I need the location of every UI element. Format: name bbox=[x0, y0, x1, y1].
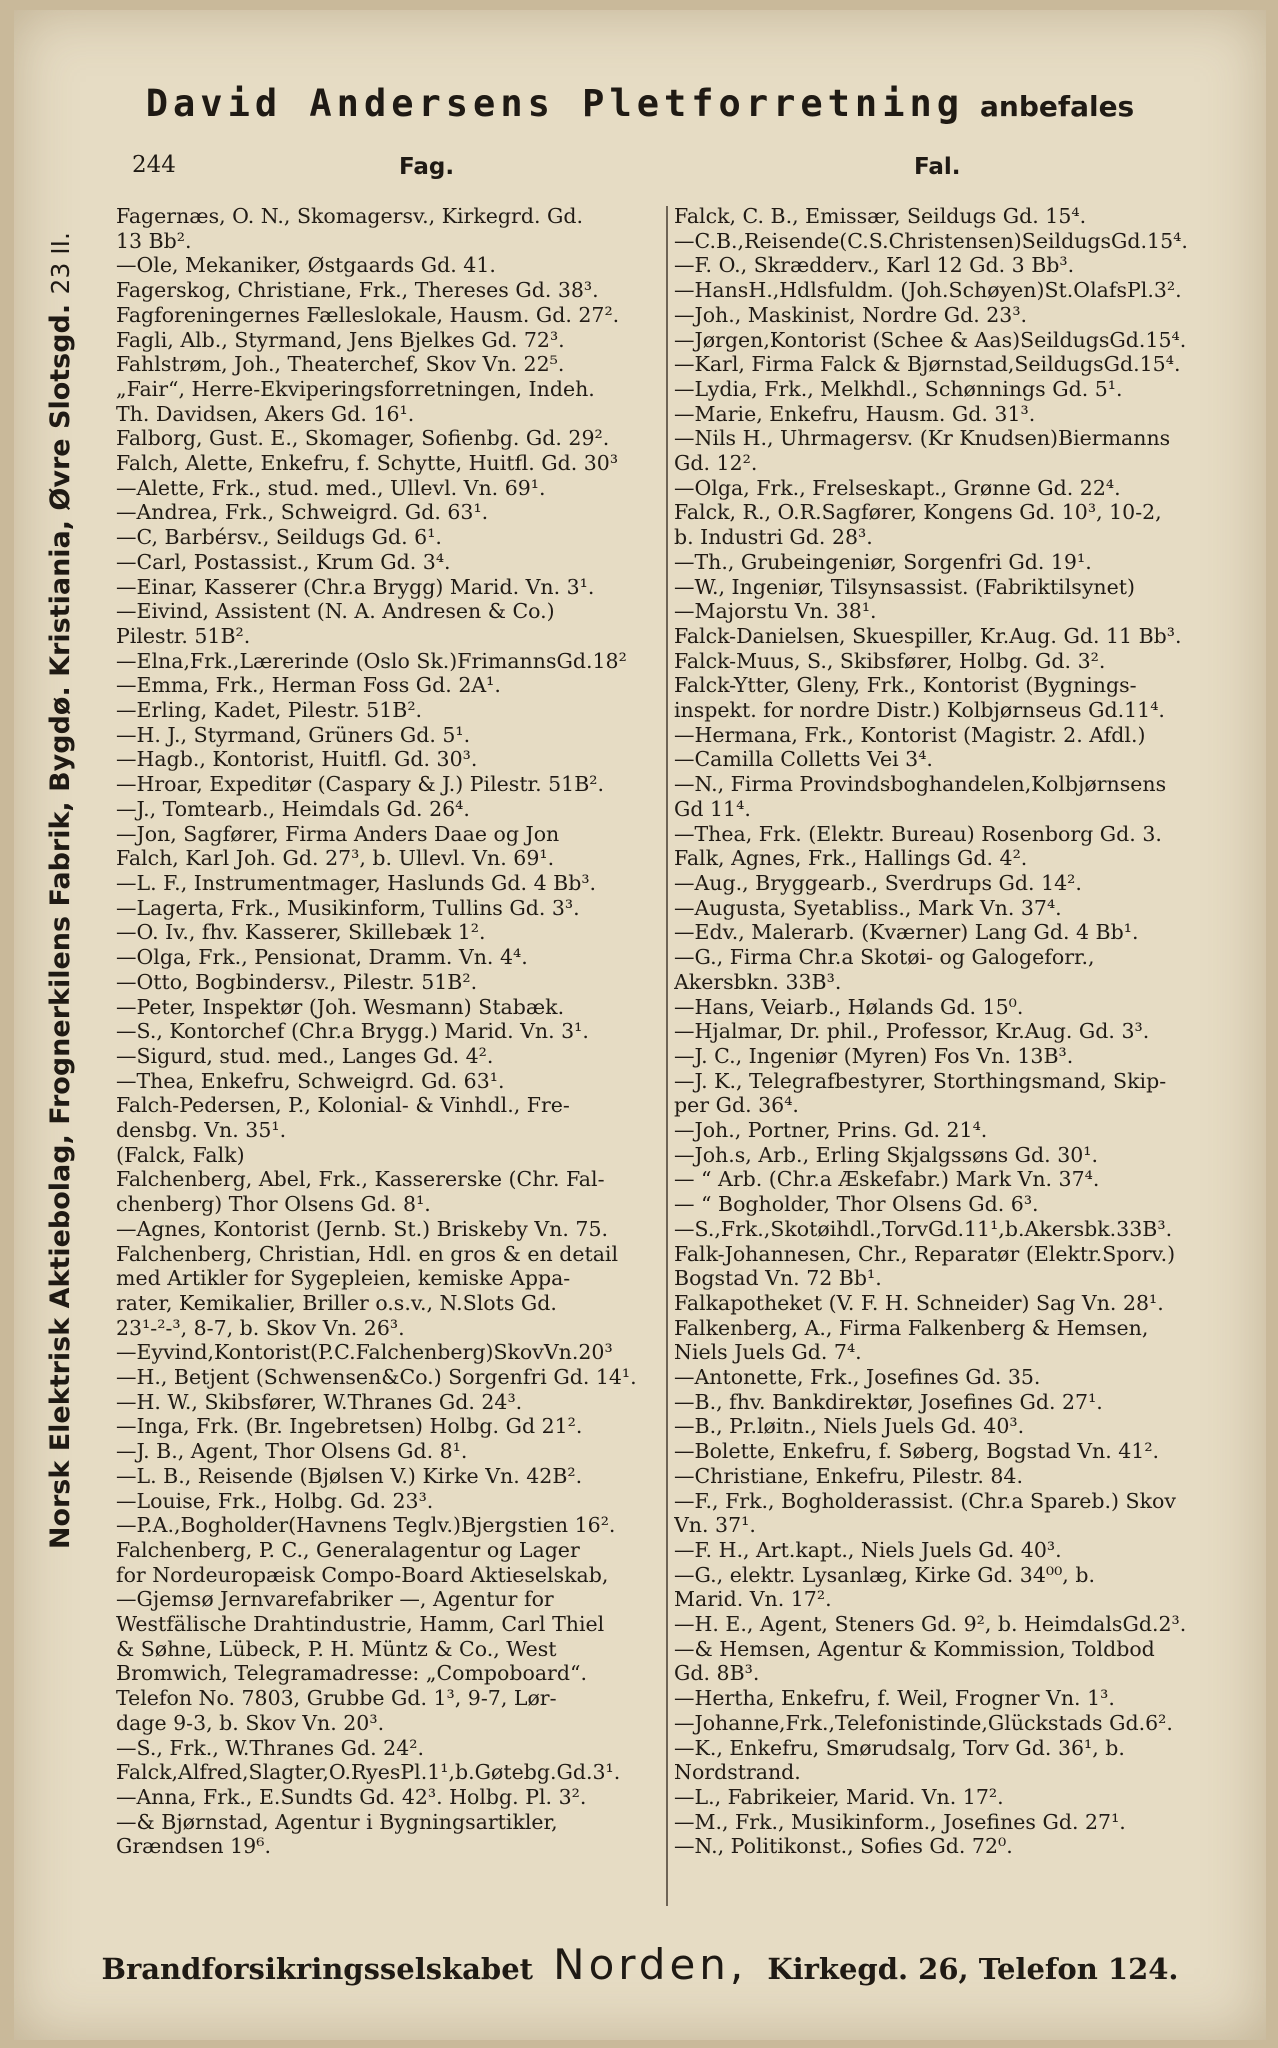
directory-entry-line: chenberg) Thor Olsens Gd. 8¹. bbox=[116, 1192, 431, 1217]
directory-entry-line: Falch, Alette, Enkefru, f. Schytte, Huitfl. Gd. 30³ bbox=[116, 451, 619, 476]
directory-entry-line: —C, Barbérsv., Seildugs Gd. 6¹. bbox=[116, 525, 442, 550]
banner-ad bbox=[14, 82, 1266, 125]
directory-entry-line: „Fair“, Herre-Ekviperingsforretningen, Indeh. bbox=[116, 376, 595, 401]
directory-entry-line: Falk-Johannesen, Chr., Reparatør (Elektr.Sporv.) bbox=[674, 1241, 1176, 1266]
footer-pre: Brandforsikringsselskabet bbox=[101, 1952, 534, 1986]
directory-entry-line: —B., Pr.løitn., Niels Juels Gd. 40³. bbox=[674, 1414, 1025, 1439]
directory-entry-line: —J., Tomtearb., Heimdals Gd. 26⁴. bbox=[116, 796, 470, 821]
directory-entry-line: —Hertha, Enkefru, f. Weil, Frogner Vn. 1³. bbox=[674, 1686, 1115, 1711]
right-column-header: Fal. bbox=[914, 154, 961, 180]
directory-entry-line: —Carl, Postassist., Krum Gd. 3⁴. bbox=[116, 549, 451, 574]
directory-entry-line: —Sigurd, stud. med., Langes Gd. 4². bbox=[116, 1043, 494, 1068]
directory-entry-line: Falck,Alfred,Slagter,O.RyesPl.1¹,b.Gøtebg.Gd.3¹. bbox=[116, 1760, 621, 1785]
directory-entry-line: —Erling, Kadet, Pilestr. 51B². bbox=[116, 698, 423, 723]
directory-entry-line: Vn. 37¹. bbox=[674, 1513, 756, 1538]
footer-ad bbox=[14, 1940, 1266, 1989]
directory-entry-line: —Majorstu Vn. 38¹. bbox=[674, 599, 877, 624]
directory-entry-line: Falch, Karl Joh. Gd. 27³, b. Ullevl. Vn. 69¹. bbox=[116, 846, 555, 871]
directory-entry-line: —Bolette, Enkefru, f. Søberg, Bogstad Vn. 41². bbox=[674, 1439, 1160, 1464]
footer-name: Norden, bbox=[553, 1940, 748, 1989]
directory-entry-line: Bogstad Vn. 72 Bb¹. bbox=[674, 1266, 882, 1291]
directory-entry-line: —F., Frk., Bogholderassist. (Chr.a Spareb.) Skov bbox=[674, 1488, 1176, 1513]
directory-entry-line: —Johanne,Frk.,Telefonistinde,Glückstads Gd.6². bbox=[674, 1710, 1173, 1735]
directory-entry-line: —S.,Frk.,Skotøihdl.,TorvGd.11¹,b.Akersbk.33B³. bbox=[674, 1216, 1173, 1241]
directory-entry-line: —F. H., Art.kapt., Niels Juels Gd. 40³. bbox=[674, 1537, 1062, 1562]
right-column bbox=[674, 204, 1226, 1859]
directory-entry-line: Th. Davidsen, Akers Gd. 16¹. bbox=[116, 401, 415, 426]
directory-entry-line: b. Industri Gd. 28³. bbox=[674, 525, 873, 550]
directory-entry-line: densbg. Vn. 35¹. bbox=[116, 1118, 287, 1143]
directory-entry-line: —Peter, Inspektør (Joh. Wesmann) Stabæk. bbox=[116, 994, 565, 1019]
directory-entry-line: —N., Firma Provindsboghandelen,Kolbjørnsens bbox=[674, 772, 1167, 797]
directory-entry-line: Falchenberg, Christian, Hdl. en gros & en detail bbox=[116, 1241, 619, 1266]
directory-entry-line: Pilestr. 51B². bbox=[116, 623, 251, 648]
directory-entry-line: Falck, R., O.R.Sagfører, Kongens Gd. 10³, 10-2, bbox=[674, 500, 1162, 525]
directory-entry-line: Falch-Pedersen, P., Kolonial- & Vinhdl., Fre- bbox=[116, 1093, 570, 1118]
directory-entry-line: Grændsen 19⁶. bbox=[116, 1834, 271, 1859]
directory-entry-line: —Joh., Maskinist, Nordre Gd. 23³. bbox=[674, 302, 1028, 327]
directory-entry-line: —Einar, Kasserer (Chr.a Brygg) Marid. Vn. 3¹. bbox=[116, 574, 595, 599]
directory-entry-line: —S., Kontorchef (Chr.a Brygg.) Marid. Vn. 3¹. bbox=[116, 1019, 589, 1044]
directory-entry-line: —Olga, Frk., Pensionat, Dramm. Vn. 4⁴. bbox=[116, 945, 528, 970]
directory-entry-line: for Nordeuropæisk Compo-Board Aktieselskab, bbox=[116, 1562, 609, 1587]
directory-entry-line: Falchenberg, Abel, Frk., Kassererske (Chr. Fal- bbox=[116, 1167, 605, 1192]
directory-entry-line: — “ Arb. (Chr.a Æskefabr.) Mark Vn. 37⁴. bbox=[674, 1167, 1100, 1192]
directory-entry-line: Westfälische Drahtindustrie, Hamm, Carl Thiel bbox=[116, 1612, 605, 1637]
directory-entry-line: Niels Juels Gd. 7⁴. bbox=[674, 1340, 862, 1365]
directory-entry-line: —J. K., Telegrafbestyrer, Storthingsmand, Skip- bbox=[674, 1068, 1167, 1093]
directory-entry-line: —Jon, Sagfører, Firma Anders Daae og Jon bbox=[116, 821, 560, 846]
directory-entry-line: —Olga, Frk., Frelseskapt., Grønne Gd. 22⁴. bbox=[674, 475, 1121, 500]
directory-entry-line: —H. E., Agent, Steners Gd. 9², b. HeimdalsGd.2³. bbox=[674, 1612, 1187, 1637]
directory-entry-line: —Augusta, Syetabliss., Mark Vn. 37⁴. bbox=[674, 895, 1062, 920]
directory-entry-line: —Antonette, Frk., Josefines Gd. 35. bbox=[674, 1365, 1041, 1390]
directory-entry-line: —Ole, Mekaniker, Østgaards Gd. 41. bbox=[116, 253, 496, 278]
directory-entry-line: Gd. 8B³. bbox=[674, 1661, 760, 1686]
banner-main: David Andersens Pletforretning bbox=[145, 82, 965, 125]
directory-entry-line: —Andrea, Frk., Schweigrd. Gd. 63¹. bbox=[116, 500, 489, 525]
directory-entry-line: Falk, Agnes, Frk., Hallings Gd. 4². bbox=[674, 846, 1028, 871]
directory-entry-line: (Falck, Falk) bbox=[116, 1142, 245, 1167]
directory-entry-line: —Emma, Frk., Herman Foss Gd. 2A¹. bbox=[116, 673, 501, 698]
directory-page bbox=[14, 10, 1266, 2040]
directory-entry-line: Falck-Ytter, Gleny, Frk., Kontorist (Bygnings- bbox=[674, 673, 1137, 698]
directory-entry-line: —Hans, Veiarb., Hølands Gd. 15⁰. bbox=[674, 994, 1024, 1019]
directory-entry-line: —L., Fabrikeier, Marid. Vn. 17². bbox=[674, 1785, 1004, 1809]
side-ad-main: Norsk Elektrisk Aktiebolag, Frognerkilens Fabrik, Bygdø. Kristiania, Øvre Slotsgd. bbox=[45, 303, 76, 1550]
footer-post: Kirkegd. 26, Telefon 124. bbox=[767, 1952, 1179, 1986]
directory-entry-line: Marid. Vn. 17². bbox=[674, 1587, 832, 1612]
directory-entry-line: inspekt. for nordre Distr.) Kolbjørnseus Gd.11⁴. bbox=[674, 698, 1165, 723]
directory-entry-line: —Joh., Portner, Prins. Gd. 21⁴. bbox=[674, 1118, 988, 1143]
directory-entry-line: —Alette, Frk., stud. med., Ullevl. Vn. 69¹. bbox=[116, 475, 546, 500]
directory-entry-line: —Inga, Frk. (Br. Ingebretsen) Holbg. Gd 21². bbox=[116, 1414, 583, 1439]
directory-entry-line: Gd. 12². bbox=[674, 451, 758, 476]
directory-entry-line: & Søhne, Lübeck, P. H. Müntz & Co., West bbox=[116, 1636, 557, 1661]
directory-entry-line: Fagernæs, O. N., Skomagersv., Kirkegrd. Gd. bbox=[116, 204, 584, 228]
directory-entry-line: Falkapotheket (V. F. H. Schneider) Sag Vn. 28¹. bbox=[674, 1290, 1164, 1315]
directory-entry-line: —J. B., Agent, Thor Olsens Gd. 8¹. bbox=[116, 1439, 468, 1464]
directory-entry-line: —M., Frk., Musikinform., Josefines Gd. 27¹. bbox=[674, 1809, 1126, 1834]
directory-entry-line: Falck-Muus, S., Skibsfører, Holbg. Gd. 3². bbox=[674, 648, 1106, 673]
directory-entry-line: Bromwich, Telegramadresse: „Compoboard“. bbox=[116, 1661, 587, 1686]
directory-entry-line: —J. C., Ingeniør (Myren) Fos Vn. 13B³. bbox=[674, 1043, 1074, 1068]
left-column bbox=[116, 204, 662, 1859]
directory-entry-line: —S., Frk., W.Thranes Gd. 24². bbox=[116, 1735, 424, 1760]
directory-entry-line: —Thea, Frk. (Elektr. Bureau) Rosenborg Gd. 3. bbox=[674, 821, 1162, 846]
directory-entry-line: —K., Enkefru, Smørudsalg, Torv Gd. 36¹, b. bbox=[674, 1735, 1125, 1760]
left-column-header: Fag. bbox=[399, 154, 455, 180]
directory-entry-line: —Nils H., Uhrmagersv. (Kr Knudsen)Biermanns bbox=[674, 426, 1171, 451]
directory-entry-line: 13 Bb². bbox=[116, 228, 192, 253]
directory-entry-line: Fagerskog, Christiane, Frk., Thereses Gd. 38³. bbox=[116, 278, 599, 303]
directory-entry-line: —Hagb., Kontorist, Huitfl. Gd. 30³. bbox=[116, 747, 478, 772]
directory-entry-line: —Th., Grubeingeniør, Sorgenfri Gd. 19¹. bbox=[674, 549, 1092, 574]
directory-entry-line: —Marie, Enkefru, Hausm. Gd. 31³. bbox=[674, 401, 1036, 426]
directory-entry-line: — “ Bogholder, Thor Olsens Gd. 6³. bbox=[674, 1192, 1039, 1217]
directory-entry-line: per Gd. 36⁴. bbox=[674, 1093, 799, 1118]
directory-entry-line: Nordstrand. bbox=[674, 1760, 801, 1785]
directory-entry-line: 23¹-²-³, 8-7, b. Skov Vn. 26³. bbox=[116, 1315, 405, 1340]
directory-entry-line: Falborg, Gust. E., Skomager, Sofienbg. Gd. 29². bbox=[116, 426, 610, 451]
directory-entry-line: Gd 11⁴. bbox=[674, 796, 751, 821]
directory-entry-line: —Camilla Colletts Vei 3⁴. bbox=[674, 747, 933, 772]
directory-entry-line: Fahlstrøm, Joh., Theaterchef, Skov Vn. 22⁵. bbox=[116, 352, 565, 377]
directory-entry-line: —Gjemsø Jernvarefabriker —, Agentur for bbox=[116, 1587, 554, 1612]
directory-entry-line: —G., elektr. Lysanlæg, Kirke Gd. 34⁰⁰, b. bbox=[674, 1562, 1095, 1587]
directory-entry-line: Fagforeningernes Fælleslokale, Hausm. Gd. 27². bbox=[116, 302, 620, 327]
directory-entry-line: —G., Firma Chr.a Skotøi- og Galogeforr., bbox=[674, 945, 1095, 970]
directory-entry-line: med Artikler for Sygepleien, kemiske Appa- bbox=[116, 1266, 571, 1291]
directory-entry-line: —Anna, Frk., E.Sundts Gd. 42³. Holbg. Pl. 3². bbox=[116, 1785, 587, 1809]
directory-entry-line: —Agnes, Kontorist (Jernb. St.) Briskeby Vn. 75. bbox=[116, 1216, 609, 1241]
side-ad-small: 23 II. bbox=[46, 232, 75, 295]
directory-entry-line: —Christiane, Enkefru, Pilestr. 84. bbox=[674, 1463, 1023, 1488]
directory-entry-line: —Aug., Bryggearb., Sverdrups Gd. 14². bbox=[674, 870, 1082, 895]
directory-entry-line: Falkenberg, A., Firma Falkenberg & Hemsen, bbox=[674, 1315, 1149, 1340]
directory-entry-line: —C.B.,Reisende(C.S.Christensen)SeildugsGd.15⁴. bbox=[674, 228, 1188, 253]
directory-entry-line: —Eivind, Assistent (N. A. Andresen & Co.) bbox=[116, 599, 555, 624]
directory-entry-line: —Edv., Malerarb. (Kværner) Lang Gd. 4 Bb¹. bbox=[674, 920, 1139, 945]
directory-entry-line: —L. F., Instrumentmager, Haslunds Gd. 4 Bb³. bbox=[116, 870, 597, 895]
directory-entry-line: Akersbkn. 33B³. bbox=[674, 969, 842, 994]
directory-entry-line: —Louise, Frk., Holbg. Gd. 23³. bbox=[116, 1488, 434, 1513]
directory-entry-line: Falck-Danielsen, Skuespiller, Kr.Aug. Gd. 11 Bb³. bbox=[674, 623, 1182, 648]
directory-entry-line: —Elna,Frk.,Lærerinde (Oslo Sk.)FrimannsGd.18² bbox=[116, 648, 627, 673]
directory-entry-line: —Hermana, Frk., Kontorist (Magistr. 2. Afdl.) bbox=[674, 722, 1146, 747]
directory-entry-line: Falchenberg, P. C., Generalagentur og Lager bbox=[116, 1537, 580, 1562]
directory-entry-line: —Hroar, Expeditør (Caspary & J.) Pilestr. 51B². bbox=[116, 772, 605, 797]
directory-entry-line: —H., Betjent (Schwensen&Co.) Sorgenfri Gd. 14¹. bbox=[116, 1365, 637, 1390]
directory-entry-line: Telefon No. 7803, Grubbe Gd. 1³, 9-7, Lør- bbox=[116, 1686, 557, 1711]
column-divider bbox=[666, 206, 668, 1906]
directory-entry-line: Fagli, Alb., Styrmand, Jens Bjelkes Gd. 72³. bbox=[116, 327, 565, 352]
directory-entry-line: —N., Politikonst., Sofies Gd. 72⁰. bbox=[674, 1834, 1013, 1859]
banner-suffix: anbefales bbox=[980, 90, 1135, 123]
directory-entry-line: —H. J., Styrmand, Grüners Gd. 5¹. bbox=[116, 722, 471, 747]
directory-entry-line: —Hjalmar, Dr. phil., Professor, Kr.Aug. Gd. 3³. bbox=[674, 1019, 1150, 1044]
directory-entry-line: Falck, C. B., Emissær, Seildugs Gd. 15⁴. bbox=[674, 204, 1087, 228]
directory-entry-line: —Lagerta, Frk., Musikinform, Tullins Gd. 3³. bbox=[116, 895, 580, 920]
side-ad bbox=[34, 232, 88, 1772]
directory-entry-line: —Karl, Firma Falck & Bjørnstad,SeildugsGd.15⁴. bbox=[674, 352, 1181, 377]
directory-entry-line: —HansH.,Hdlsfuldm. (Joh.Schøyen)St.OlafsPl.3². bbox=[674, 278, 1182, 303]
directory-entry-line: —P.A.,Bogholder(Havnens Teglv.)Bjergstien 16². bbox=[116, 1513, 616, 1538]
directory-entry-line: —O. Iv., fhv. Kasserer, Skillebæk 1². bbox=[116, 920, 486, 945]
directory-entry-line: —Lydia, Frk., Melkhdl., Schønnings Gd. 5¹. bbox=[674, 376, 1123, 401]
directory-entry-line: —Thea, Enkefru, Schweigrd. Gd. 63¹. bbox=[116, 1068, 505, 1093]
directory-entry-line: —Jørgen,Kontorist (Schee & Aas)SeildugsGd.15⁴. bbox=[674, 327, 1187, 352]
directory-entry-line: —Eyvind,Kontorist(P.C.Falchenberg)SkovVn.20³ bbox=[116, 1340, 613, 1365]
directory-entry-line: —W., Ingeniør, Tilsynsassist. (Fabriktilsynet) bbox=[674, 574, 1135, 599]
directory-entry-line: —Otto, Bogbindersv., Pilestr. 51B². bbox=[116, 969, 478, 994]
directory-entry-line: rater, Kemikalier, Briller o.s.v., N.Slots Gd. bbox=[116, 1290, 557, 1315]
directory-entry-line: —H. W., Skibsfører, W.Thranes Gd. 24³. bbox=[116, 1389, 523, 1414]
directory-entry-line: —F. O., Skrædderv., Karl 12 Gd. 3 Bb³. bbox=[674, 253, 1075, 278]
directory-entry-line: —& Bjørnstad, Agentur i Bygningsartikler, bbox=[116, 1809, 558, 1834]
directory-entry-line: —B., fhv. Bankdirektør, Josefines Gd. 27¹. bbox=[674, 1389, 1103, 1414]
page-number: 244 bbox=[132, 152, 176, 178]
directory-entry-line: —L. B., Reisende (Bjølsen V.) Kirke Vn. 42B². bbox=[116, 1463, 583, 1488]
directory-entry-line: dage 9-3, b. Skov Vn. 20³. bbox=[116, 1710, 385, 1735]
directory-entry-line: —& Hemsen, Agentur & Kommission, Toldbod bbox=[674, 1636, 1155, 1661]
directory-entry-line: —Joh.s, Arb., Erling Skjalgssøns Gd. 30¹. bbox=[674, 1142, 1099, 1167]
